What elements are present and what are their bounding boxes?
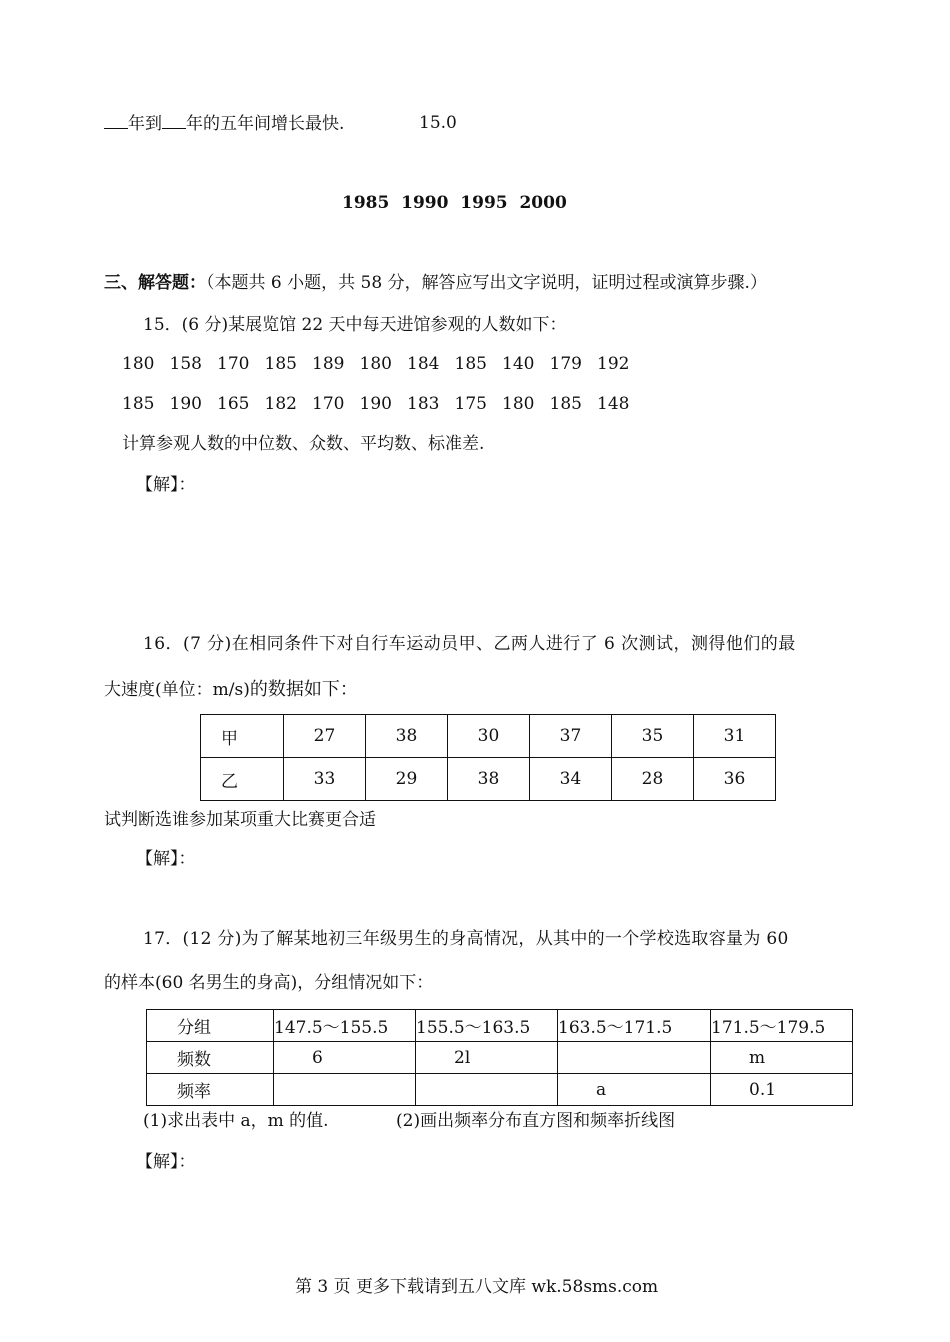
q15-value: 140 <box>502 354 535 374</box>
table-row <box>147 1074 853 1106</box>
q15-value: 179 <box>549 354 582 374</box>
q15-answer: 【解】： <box>136 475 196 495</box>
table-cell: 乙 <box>201 758 284 801</box>
q15-value: 170 <box>312 394 345 414</box>
table-cell: m <box>711 1042 853 1074</box>
year-axis-labels: 1985 1990 1995 2000 <box>342 193 567 213</box>
table-cell: 31 <box>694 715 776 758</box>
q15-value: 185 <box>454 354 487 374</box>
table-cell <box>558 1042 711 1074</box>
q16-data-intro: 的数据如下： <box>249 679 358 700</box>
table-cell: 147.5～155.5 <box>274 1010 416 1042</box>
q15-value: 148 <box>597 394 630 414</box>
table-cell: 37 <box>530 715 612 758</box>
q15-value: 190 <box>169 394 202 414</box>
table-row <box>147 1010 853 1042</box>
q15-value: 165 <box>217 394 250 414</box>
value-label: 15.0 <box>419 113 457 133</box>
table-cell: 38 <box>366 715 448 758</box>
q15-value: 170 <box>217 354 250 374</box>
q15-value: 180 <box>502 394 535 414</box>
q17-line-1: 17．(12 分)为了解某地初三年级男生的身高情况，从其中的一个学校选取容量为 60 <box>143 929 789 949</box>
table-cell: 171.5～179.5 <box>711 1010 853 1042</box>
table-cell: 38 <box>448 758 530 801</box>
q15-value: 182 <box>264 394 297 414</box>
table-cell: 33 <box>284 758 366 801</box>
section-desc: （本题共 6 小题，共 58 分，解答应写出文字说明，证明过程或演算步骤.） <box>206 273 767 293</box>
table-cell: 30 <box>448 715 530 758</box>
q16-task: 试判断选谁参加某项重大比赛更合适 <box>104 810 376 830</box>
text-growth: 年的五年间增长最快. <box>186 114 345 134</box>
q17-table <box>146 1009 853 1106</box>
table-cell: 34 <box>530 758 612 801</box>
q17-answer: 【解】： <box>136 1152 196 1172</box>
q16-table <box>200 714 776 801</box>
q15-value: 190 <box>359 394 392 414</box>
q15-row-1 <box>122 353 645 375</box>
q15-row-2 <box>122 393 645 415</box>
q15-title: 15．(6 分)某展览馆 22 天中每天进馆参观的人数如下： <box>143 315 567 335</box>
table-cell: 频率 <box>147 1074 274 1106</box>
q16-line-2 <box>104 679 358 701</box>
q15-value: 185 <box>264 354 297 374</box>
q16-line-1: 16．(7 分)在相同条件下对自行车运动员甲、乙两人进行了 6 次测试，测得他们的最 <box>143 634 796 654</box>
table-cell: 27 <box>284 715 366 758</box>
table-row <box>201 715 776 758</box>
q15-value: 180 <box>359 354 392 374</box>
table-cell: 2l <box>416 1042 558 1074</box>
table-cell: 29 <box>366 758 448 801</box>
blank-2 <box>162 112 186 129</box>
text-year-to: 年到 <box>128 114 162 134</box>
q17-line-2: 的样本(60 名男生的身高)，分组情况如下： <box>104 973 434 993</box>
q17-task-1: (1)求出表中 a，m 的值. <box>143 1111 329 1131</box>
blank-line-1 <box>104 112 344 135</box>
table-cell: 0.1 <box>711 1074 853 1106</box>
page-footer: 第 3 页 更多下载请到五八文库 wk.58sms.com <box>295 1277 659 1297</box>
table-cell: 频数 <box>147 1042 274 1074</box>
table-cell: 36 <box>694 758 776 801</box>
q15-value: 183 <box>407 394 440 414</box>
q15-value: 185 <box>549 394 582 414</box>
q17-task-2: (2)画出频率分布直方图和频率折线图 <box>396 1111 676 1131</box>
table-cell: a <box>558 1074 711 1106</box>
q15-value: 158 <box>169 354 202 374</box>
table-row <box>201 758 776 801</box>
table-cell: 6 <box>274 1042 416 1074</box>
q15-task: 计算参观人数的中位数、众数、平均数、标准差. <box>122 434 485 454</box>
q15-value: 180 <box>122 354 155 374</box>
table-cell: 163.5～171.5 <box>558 1010 711 1042</box>
table-cell: 28 <box>612 758 694 801</box>
q15-value: 192 <box>597 354 630 374</box>
table-cell: 分组 <box>147 1010 274 1042</box>
q15-value: 185 <box>122 394 155 414</box>
section-heading: 三、解答题： <box>104 273 206 293</box>
q16-answer: 【解】： <box>136 849 196 869</box>
q15-value: 175 <box>454 394 487 414</box>
table-cell: 155.5～163.5 <box>416 1010 558 1042</box>
table-cell: 甲 <box>201 715 284 758</box>
table-cell <box>274 1074 416 1106</box>
q16-unit: 大速度(单位：m/s) <box>104 680 250 700</box>
table-cell <box>416 1074 558 1106</box>
q15-value: 189 <box>312 354 345 374</box>
table-cell: 35 <box>612 715 694 758</box>
q15-value: 184 <box>407 354 440 374</box>
blank-1 <box>104 112 128 129</box>
section-heading-line <box>104 272 767 294</box>
table-row <box>147 1042 853 1074</box>
